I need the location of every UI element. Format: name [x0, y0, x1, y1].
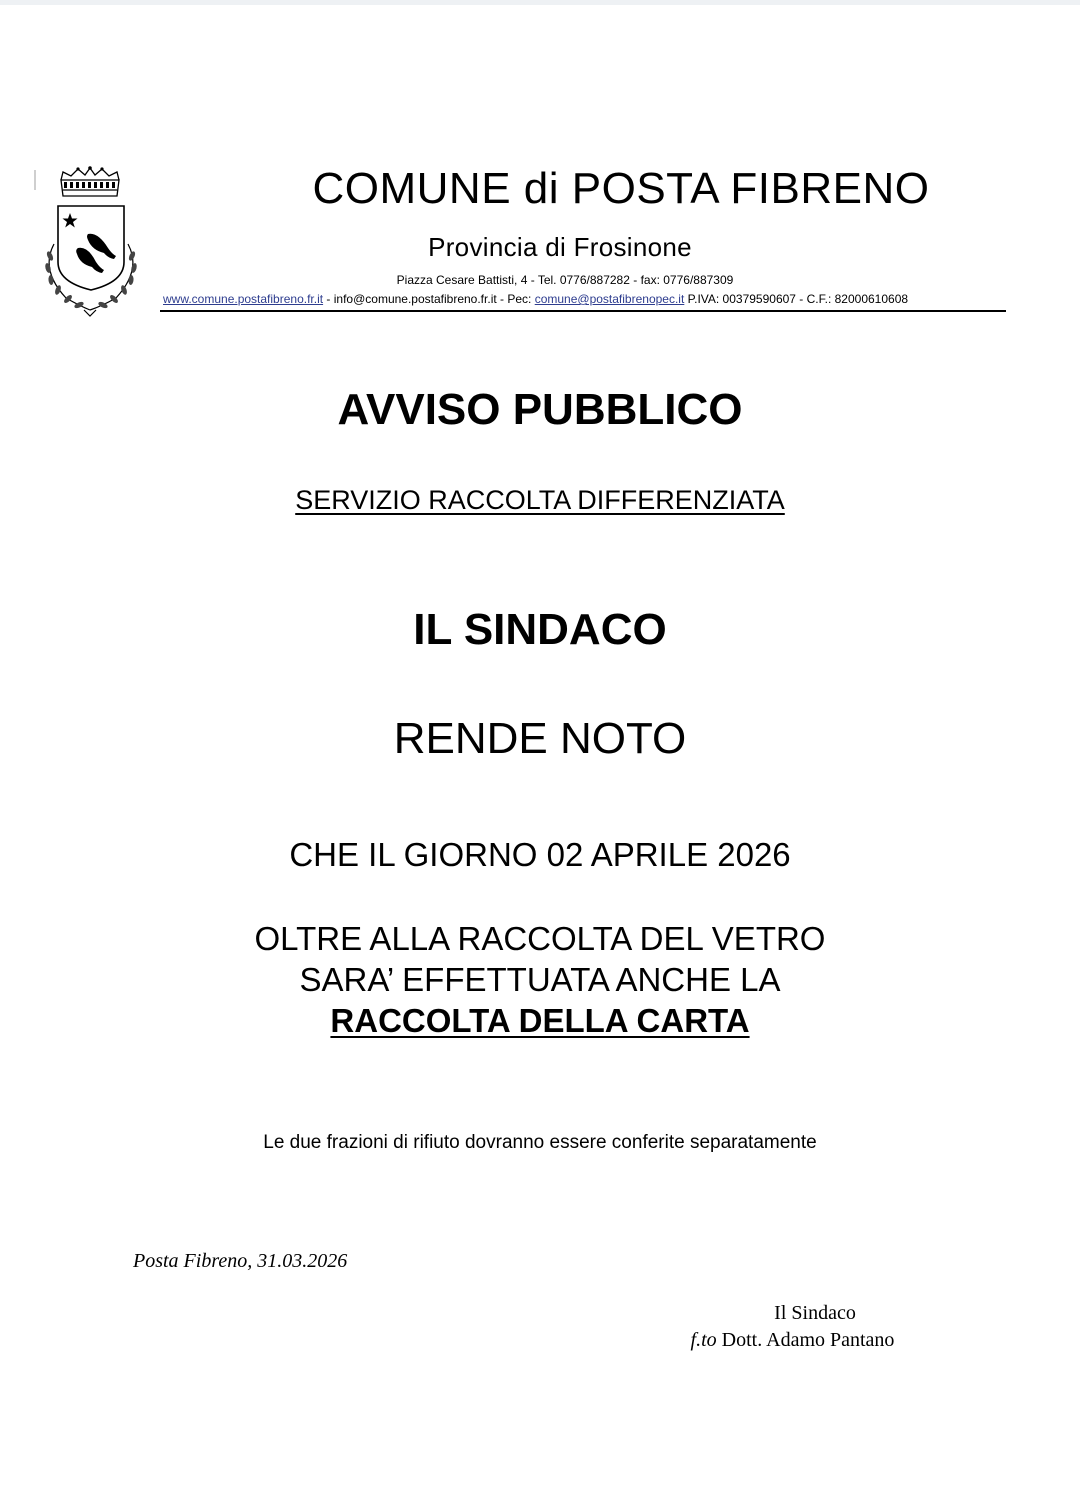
body-line-1: OLTRE ALLA RACCOLTA DEL VETRO — [254, 920, 826, 957]
email-text: info@comune.postafibreno.fr.it - Pec: — [333, 292, 535, 306]
contacts-line — [163, 292, 908, 306]
highlight-line — [0, 1001, 1080, 1041]
authority-heading: IL SINDACO — [413, 605, 667, 654]
pec-link[interactable]: comune@postafibrenopec.it — [534, 292, 685, 306]
website-link[interactable]: www.comune.postafibreno.fr.it — [163, 292, 324, 306]
place-and-date: Posta Fibreno, 31.03.2026 — [133, 1250, 348, 1272]
notice-subject — [0, 484, 1080, 516]
header-divider — [160, 310, 1006, 312]
fiscal-codes: P.IVA: 00379590607 - C.F.: 82000610608 — [684, 292, 909, 306]
top-strip — [0, 0, 1080, 5]
address-line: Piazza Cesare Battisti, 4 - Tel. 0776/887282 - fax: 0776/887309 — [396, 273, 734, 287]
announcement-heading: RENDE NOTO — [393, 714, 687, 763]
province-name: Provincia di Frosinone — [428, 232, 692, 262]
signer-name — [670, 1328, 915, 1352]
signer-prefix: f.to — [690, 1329, 717, 1351]
signer-name-text: Dott. Adamo Pantano — [716, 1329, 895, 1351]
notice-note: Le due frazioni di rifiuto dovranno essere conferite separatamente — [263, 1132, 817, 1153]
signer-title: Il Sindaco — [774, 1302, 856, 1324]
notice-subject-text: SERVIZIO RACCOLTA DIFFERENZIATA — [295, 485, 785, 515]
notice-heading: AVVISO PUBBLICO — [337, 385, 743, 434]
contact-separator: - — [323, 292, 334, 306]
body-line-2: SARA’ EFFETTUATA ANCHE LA — [299, 961, 781, 998]
highlight-text: RACCOLTA DELLA CARTA — [330, 1002, 750, 1039]
coat-of-arms-icon — [28, 160, 152, 320]
municipality-title: COMUNE di POSTA FIBRENO — [312, 164, 930, 213]
date-line: CHE IL GIORNO 02 APRILE 2026 — [289, 836, 791, 873]
